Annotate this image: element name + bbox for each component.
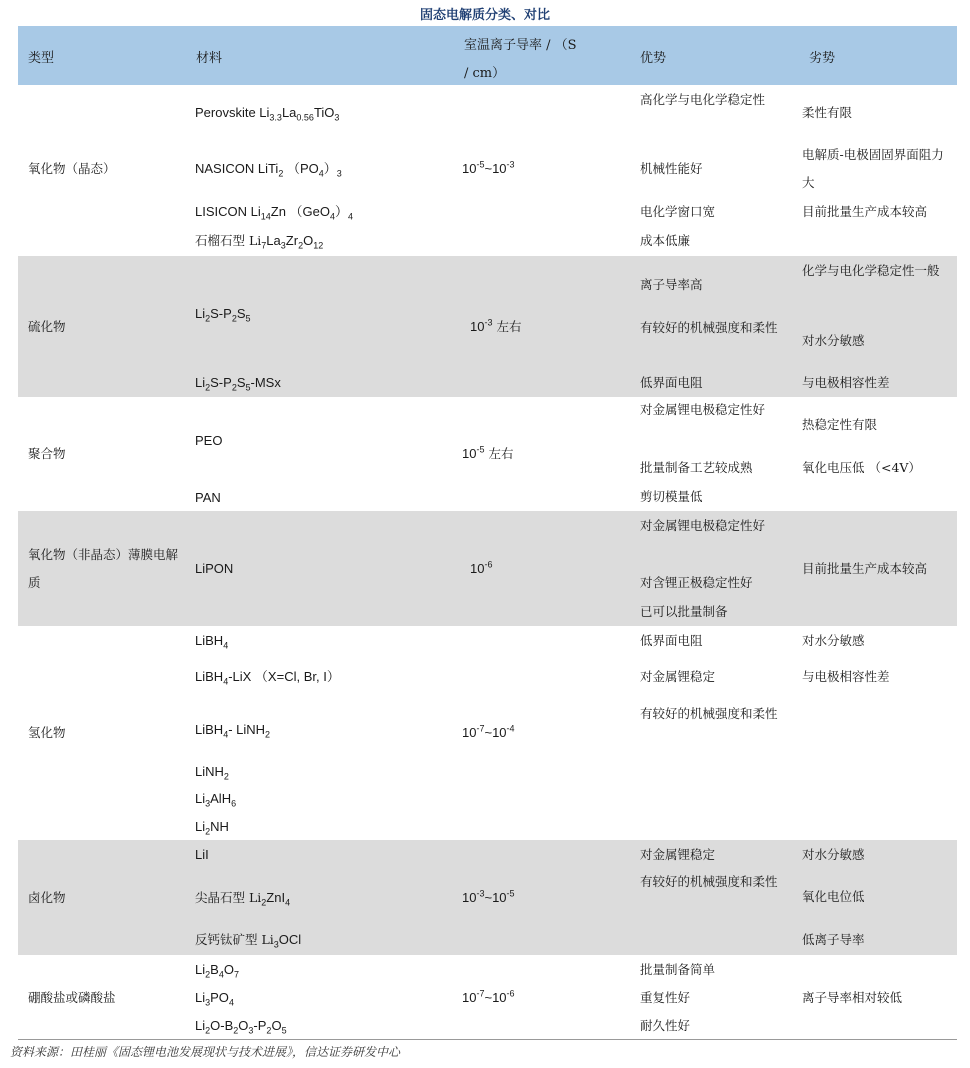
type-cell: 聚合物 xyxy=(28,446,66,461)
conductivity-cell: $10^{-5}$ 左右 xyxy=(462,444,514,461)
advantage-item: 有较好的机械强度和柔性 xyxy=(640,706,778,721)
source-note: 资料来源：田桂丽《固态锂电池发展现状与技术进展》，信达证券研发中心 xyxy=(10,1045,401,1059)
conductivity-cell: $10^{-3}\sim 10^{-5}$ xyxy=(462,888,515,905)
material-item: PEO xyxy=(195,433,223,448)
material-item: NASICON LiTi$_2$ $(PO_4)_3$ xyxy=(195,161,342,179)
material-item: $Li_2NH$ xyxy=(195,819,229,837)
material-item: LiNH$_2$ xyxy=(195,764,229,782)
row-oxide-amorphous xyxy=(18,511,957,626)
advantage-item: 对含锂正极稳定性好 xyxy=(640,575,753,590)
material-item: $Li_3PO_4$ xyxy=(195,990,234,1008)
material-item: 尖晶石型 $Li_2ZnI_4$ xyxy=(195,890,291,908)
type-cell: 氧化物（晶态） xyxy=(28,161,116,176)
material-item: PAN xyxy=(195,490,221,505)
conductivity-cell: $10^{-7}\sim 10^{-6}$ xyxy=(462,988,515,1005)
type-cell: 氢化物 xyxy=(28,725,66,740)
header-advantage: 优势 xyxy=(640,51,667,66)
material-item: LiPON xyxy=(195,561,234,576)
material-item: $Li_2B_4O_7$ xyxy=(195,962,239,980)
disadvantage-item: 离子导率相对较低 xyxy=(802,990,903,1005)
advantage-item: 已可以批量制备 xyxy=(640,604,728,619)
row-sulfide xyxy=(18,256,957,397)
advantage-item: 批量制备工艺较成熟 xyxy=(640,460,753,475)
type-cell: 硼酸盐或磷酸盐 xyxy=(28,990,116,1005)
disadvantage-item: 对水分敏感 xyxy=(802,633,865,648)
conductivity-cell: $10^{-5}\sim 10^{-3}$ xyxy=(462,159,515,176)
advantage-item: 低界面电阻 xyxy=(640,375,703,390)
row-polymer xyxy=(18,397,957,511)
disadvantage-item: 电解质-电极固固界面阻力大 xyxy=(802,147,944,190)
advantage-item: 机械性能好 xyxy=(640,161,703,176)
material-item: $Li_3AlH_6$ xyxy=(195,791,237,809)
disadvantage-item: 氧化电压低 （<4V） xyxy=(802,460,921,475)
advantage-item: 低界面电阻 xyxy=(640,633,703,648)
advantage-item: 高化学与电化学稳定性 xyxy=(640,92,766,107)
type-cell: 硫化物 xyxy=(28,319,66,334)
advantage-item: 重复性好 xyxy=(640,990,691,1005)
conductivity-cell: $10^{-7}\sim 10^{-4}$ xyxy=(462,723,515,740)
advantage-item: 剪切模量低 xyxy=(640,489,703,504)
advantage-item: 对金属锂稳定 xyxy=(640,669,716,684)
disadvantage-item: 化学与电化学稳定性一般 xyxy=(802,263,940,278)
advantage-item: 耐久性好 xyxy=(640,1018,691,1033)
row-hydride xyxy=(18,626,957,840)
type-cell: 氧化物（非晶态）薄膜电解质 xyxy=(28,547,179,590)
material-item: $Li_2S-P_2S_5$-MSx xyxy=(195,375,281,393)
disadvantage-item: 柔性有限 xyxy=(802,105,853,120)
table-bottom-rule xyxy=(18,1039,957,1040)
advantage-item: 电化学窗口宽 xyxy=(640,204,716,219)
table-header xyxy=(18,26,957,85)
material-item: LISICON $Li_{14}Zn$ $(GeO_4)_4$ xyxy=(195,204,354,222)
disadvantage-item: 氧化电位低 xyxy=(802,889,865,904)
header-disadvantage: 劣势 xyxy=(809,51,836,66)
material-item: $Li_2O-B_2O_3-P_2O_5$ xyxy=(195,1018,287,1036)
conductivity-cell: $10^{-3}$ 左右 xyxy=(470,317,522,334)
type-cell: 卤化物 xyxy=(28,890,66,905)
advantage-item: 成本低廉 xyxy=(640,233,691,248)
header-type: 类型 xyxy=(28,51,55,66)
disadvantage-item: 与电极相容性差 xyxy=(802,375,890,390)
disadvantage-item: 低离子导率 xyxy=(802,932,865,947)
material-item: 石榴石型 $Li_7La_3Zr_2O_{12}$ xyxy=(195,233,324,251)
advantage-item: 对金属锂电极稳定性好 xyxy=(640,402,766,417)
disadvantage-item: 目前批量生产成本较高 xyxy=(802,561,928,576)
material-item: LiI xyxy=(195,847,209,862)
row-oxide-crystalline xyxy=(18,85,957,256)
advantage-item: 批量制备简单 xyxy=(640,962,716,977)
header-material: 材料 xyxy=(196,51,223,66)
material-item: Perovskite $Li_{3.3}La_{0.56}TiO_3$ xyxy=(195,105,340,123)
advantage-item: 对金属锂电极稳定性好 xyxy=(640,518,766,533)
advantage-item: 有较好的机械强度和柔性 xyxy=(640,874,778,889)
header-conductivity-line2: / cm） xyxy=(464,66,506,81)
disadvantage-item: 目前批量生产成本较高 xyxy=(802,204,928,219)
disadvantage-item: 对水分敏感 xyxy=(802,333,865,348)
material-item: LiBH$_4$-LiX （X=Cl, Br, I） xyxy=(195,669,340,687)
row-borate-phosphate xyxy=(18,955,957,1039)
disadvantage-item: 与电极相容性差 xyxy=(802,669,890,684)
disadvantage-item: 热稳定性有限 xyxy=(802,417,878,432)
advantage-item: 有较好的机械强度和柔性 xyxy=(640,320,778,335)
advantage-item: 离子导率高 xyxy=(640,277,703,292)
row-halide xyxy=(18,840,957,955)
disadvantage-item: 对水分敏感 xyxy=(802,847,865,862)
advantage-item: 对金属锂稳定 xyxy=(640,847,716,862)
material-item: $Li_2S-P_2S_5$ xyxy=(195,306,251,324)
header-conductivity-line1: 室温离子导率 / （S xyxy=(464,38,577,53)
conductivity-cell: $10^{-6}$ xyxy=(470,559,493,576)
material-item: 反钙钛矿型 $Li_3OCl$ xyxy=(195,932,302,950)
table-title: 固态电解质分类、对比 xyxy=(419,8,550,23)
material-item: LiBH$_4$ xyxy=(195,633,229,651)
material-item: LiBH$_4$- LiNH$_2$ xyxy=(195,722,271,740)
